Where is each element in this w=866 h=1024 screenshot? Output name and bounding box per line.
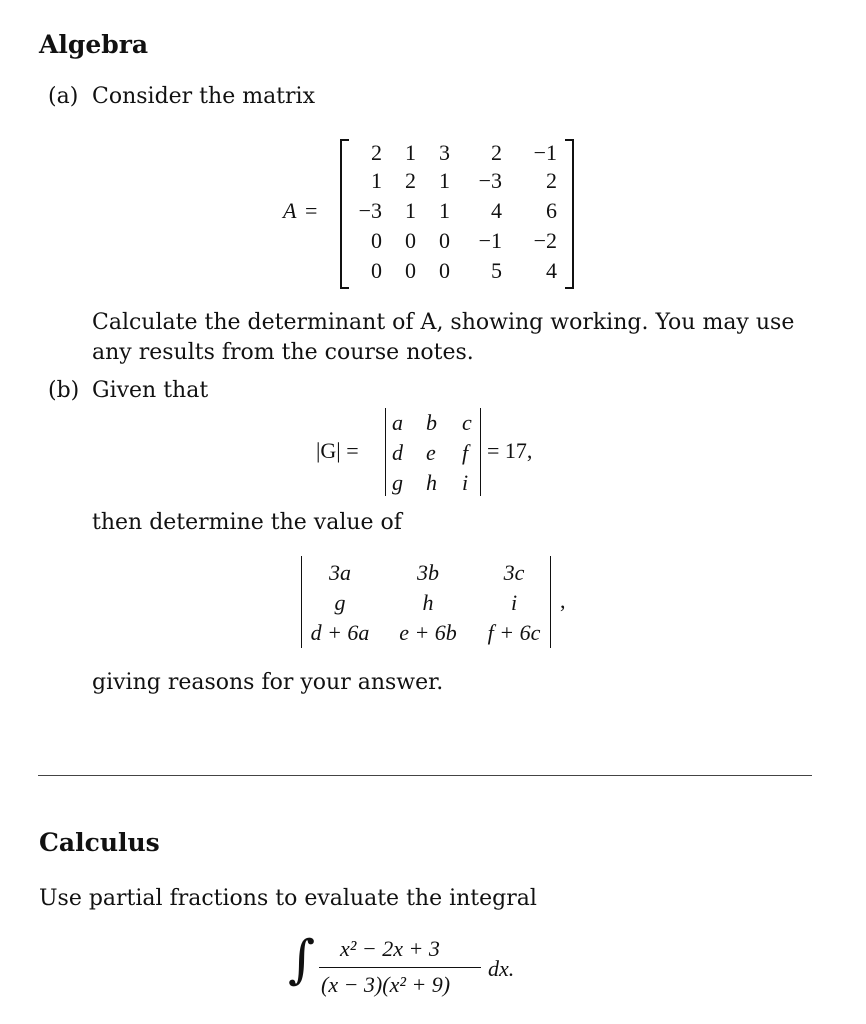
algebra-heading: Algebra bbox=[39, 30, 149, 59]
matrix-cell: 1 bbox=[405, 140, 416, 165]
part-a-question-line1: Calculate the determinant of A, showing working. You may use bbox=[92, 310, 795, 335]
det-right-bar bbox=[480, 408, 481, 496]
matrix-cell: 1 bbox=[439, 168, 450, 193]
target-cell: e + 6b bbox=[399, 620, 457, 645]
det-cell: a bbox=[392, 410, 403, 435]
part-b-followup: then determine the value of bbox=[92, 510, 402, 535]
matrix-cell: 6 bbox=[546, 198, 557, 223]
det-cell: i bbox=[462, 470, 469, 495]
target-cell: f + 6c bbox=[487, 620, 541, 645]
part-a-intro: Consider the matrix bbox=[92, 84, 315, 109]
det-cell: h bbox=[426, 470, 437, 495]
matrix-cell: −1 bbox=[533, 140, 557, 165]
det-cell: d bbox=[392, 440, 403, 465]
matrix-cell: 5 bbox=[491, 258, 502, 283]
matrix-cell: 1 bbox=[405, 198, 416, 223]
matrix-cell: 0 bbox=[439, 228, 450, 253]
part-b-closing: giving reasons for your answer. bbox=[92, 670, 444, 695]
matrix-cell: 3 bbox=[439, 140, 450, 165]
matrix-cell: 1 bbox=[439, 198, 450, 223]
matrix-cell: 2 bbox=[491, 140, 502, 165]
matrix-cell: −3 bbox=[478, 168, 502, 193]
matrix-cell: 0 bbox=[371, 258, 382, 283]
integrand-numerator: x² − 2x + 3 bbox=[340, 936, 440, 961]
target-cell: h bbox=[422, 590, 434, 615]
target-cell: i bbox=[510, 590, 518, 615]
integrand-denominator: (x − 3)(x² + 9) bbox=[321, 972, 451, 997]
det-cell: e bbox=[426, 440, 436, 465]
target-cell: 3a bbox=[329, 560, 351, 585]
matrix-cell: −1 bbox=[478, 228, 502, 253]
target-cell: 3b bbox=[417, 560, 439, 585]
differential: dx. bbox=[488, 956, 515, 981]
det-cell: c bbox=[462, 410, 472, 435]
integral-sign: ∫ bbox=[288, 930, 316, 990]
calculus-question: Use partial fractions to evaluate the integral bbox=[39, 886, 537, 911]
matrix-equals: = bbox=[305, 198, 318, 223]
matrix-cell: −3 bbox=[358, 198, 382, 223]
target-cell: g bbox=[334, 590, 346, 615]
matrix-cell: 0 bbox=[405, 228, 416, 253]
matrix-right-bracket bbox=[565, 139, 574, 289]
matrix-cell: 2 bbox=[405, 168, 416, 193]
det-cell: f bbox=[462, 440, 469, 465]
matrix-cell: 1 bbox=[371, 168, 382, 193]
det-cell: g bbox=[392, 470, 403, 495]
fraction-line bbox=[319, 967, 481, 968]
part-a-label: (a) bbox=[48, 84, 79, 109]
matrix-cell: −2 bbox=[533, 228, 557, 253]
matrix-cell: 2 bbox=[371, 140, 382, 165]
part-a-question-line2: any results from the course notes. bbox=[92, 340, 474, 365]
matrix-cell: 4 bbox=[546, 258, 557, 283]
matrix-cell: 0 bbox=[371, 228, 382, 253]
part-b-label: (b) bbox=[48, 378, 80, 403]
matrix-cell: 0 bbox=[439, 258, 450, 283]
section-divider bbox=[38, 775, 812, 776]
matrix-cell: 0 bbox=[405, 258, 416, 283]
matrix-cell: 2 bbox=[546, 168, 557, 193]
target-cell: d + 6a bbox=[310, 620, 370, 645]
det-lhs: |G| = bbox=[316, 438, 359, 463]
det-left-bar bbox=[385, 408, 386, 496]
matrix-name: A bbox=[283, 198, 297, 223]
calculus-heading: Calculus bbox=[39, 828, 160, 857]
det-rhs: = 17, bbox=[487, 438, 533, 463]
part-b-intro: Given that bbox=[92, 378, 209, 403]
target-trailing-comma: , bbox=[560, 588, 566, 613]
target-cell: 3c bbox=[503, 560, 525, 585]
matrix-cell: 4 bbox=[491, 198, 502, 223]
det-cell: b bbox=[426, 410, 437, 435]
